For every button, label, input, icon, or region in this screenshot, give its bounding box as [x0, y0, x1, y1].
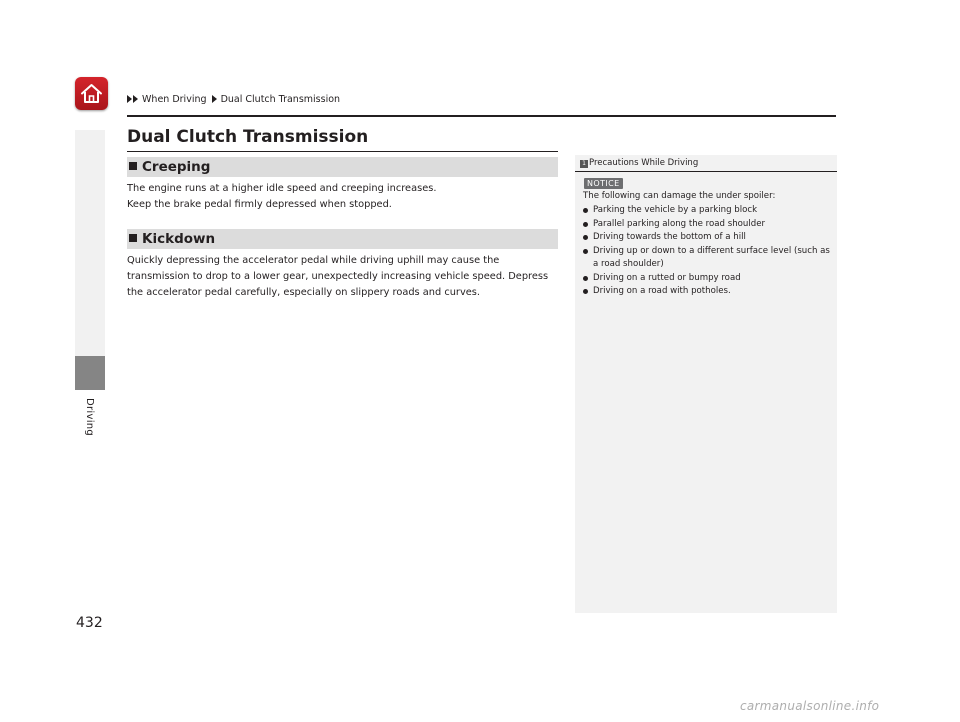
heading-square-icon	[129, 234, 137, 242]
header-divider	[127, 115, 836, 117]
section-body-creeping	[127, 181, 567, 213]
breadcrumb-arrow-icon	[133, 95, 138, 103]
note-divider	[575, 171, 837, 172]
note-list-item: Parallel parking along the road shoulder	[583, 218, 833, 232]
body-line: The engine runs at a higher idle speed and creeping increases.	[127, 183, 437, 194]
body-line: Quickly depressing the accelerator pedal while driving uphill may cause the	[127, 255, 500, 266]
breadcrumb-arrow-icon	[127, 95, 132, 103]
page-title: Dual Clutch Transmission	[127, 127, 369, 147]
note-title[interactable]	[580, 158, 698, 168]
body-line: Keep the brake pedal firmly depressed when stopped.	[127, 199, 392, 210]
breadcrumb-item[interactable]: When Driving	[142, 94, 207, 105]
title-divider	[127, 151, 558, 152]
home-icon	[79, 81, 104, 106]
note-list-item: Driving towards the bottom of a hill	[583, 231, 833, 245]
note-list-item: Driving up or down to a different surface level (such as a road shoulder)	[583, 245, 833, 272]
breadcrumb	[127, 94, 340, 105]
home-button[interactable]	[75, 77, 108, 110]
breadcrumb-item[interactable]: Dual Clutch Transmission	[220, 94, 341, 105]
note-title-text: Precautions While Driving	[589, 158, 699, 168]
side-tab-label: Driving	[84, 398, 95, 437]
side-tab-active[interactable]	[75, 356, 105, 390]
section-heading-kickdown	[127, 229, 558, 249]
note-list-item: Parking the vehicle by a parking block	[583, 204, 833, 218]
side-tab-track	[75, 130, 105, 356]
note-index-icon: 1	[580, 160, 588, 168]
note-list-item: Driving on a rutted or bumpy road	[583, 272, 833, 286]
section-heading-text: Kickdown	[142, 231, 216, 247]
note-list	[583, 204, 833, 299]
section-body-kickdown	[127, 253, 567, 301]
breadcrumb-arrow-icon	[212, 95, 217, 103]
heading-square-icon	[129, 162, 137, 170]
body-line: the accelerator pedal carefully, especially on slippery roads and curves.	[127, 287, 480, 298]
notice-badge: NOTICE	[584, 178, 623, 189]
page-number: 432	[76, 615, 103, 631]
section-heading-text: Creeping	[142, 159, 211, 175]
section-heading-creeping	[127, 157, 558, 177]
note-list-item: Driving on a road with potholes.	[583, 285, 833, 299]
body-line: transmission to drop to a lower gear, unexpectedly increasing vehicle speed. Depress	[127, 271, 549, 282]
watermark: carmanualsonline.info	[740, 699, 880, 713]
note-intro: The following can damage the under spoiler:	[583, 191, 776, 201]
